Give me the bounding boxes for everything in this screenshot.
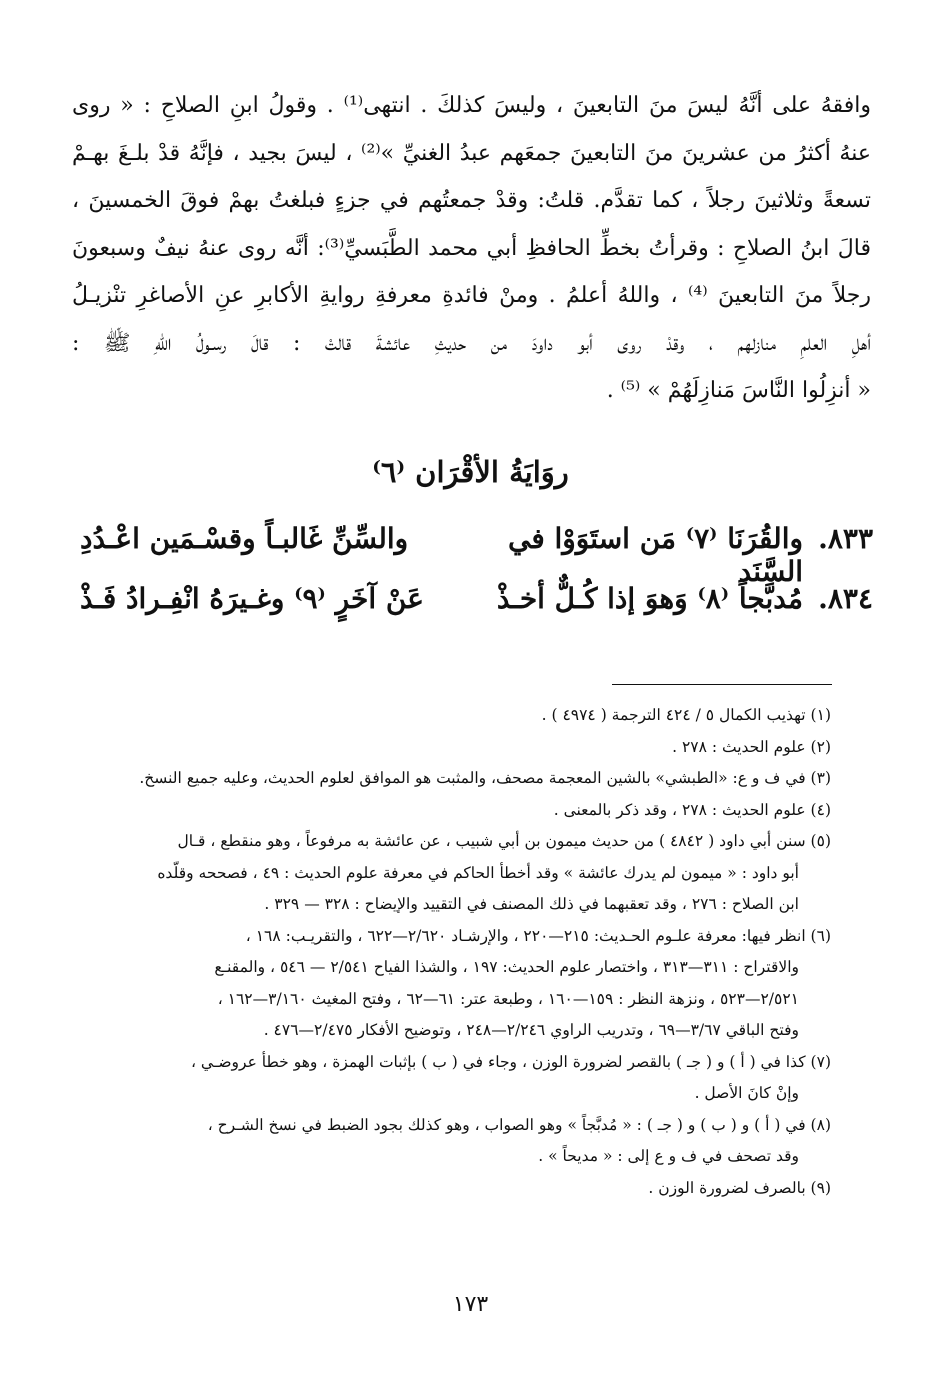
footnote-line: ٢/٥٢١—٥٢٣ ، ونزهة النظر : ١٥٩—١٦٠ ، وطبعة عتر: ٦١—٦٢ ، وفتح المغيث ٣/١٦٠—١٦٢ ،	[217, 989, 799, 1008]
footnote-line: (٨) في ( أ ) و ( ب ) و ( جـ ) : « مُدبَّجاً » وهو الصواب ، وهو كذلك بجود الضبط في نسخ الشـرح ،	[207, 1115, 831, 1134]
verse-first-hemistich: مُدبَّجاً ⁽٨⁾ وَهوَ إذا كُـلٌّ أخـذْ	[496, 582, 803, 615]
footnote-5	[70, 826, 831, 921]
footnote-line: (٥) سنن أبي داود ( ٤٨٤٢ ) من حديث ميمون بن أبي شبيب ، عن عائشة به مرفوعاً ، وهو منقطع ، قـال	[177, 832, 831, 850]
footnote-divider	[612, 684, 832, 685]
text-line: أهلِ العلمِ منازلهم ، وقدْ روى أبو داودَ من حديثِ عائشةَ قالتْ : قالَ رسـولُ اللهِ ﷺ :	[72, 330, 872, 356]
footnote-line: والاقتراح : ٣١١—٣١٣ ، واختصار علوم الحديث: ١٩٧ ، والشذا الفياح ٢/٥٤١ — ٥٤٦ ، والمقنـع	[214, 958, 799, 976]
verse-834	[80, 582, 873, 615]
verse-833	[80, 522, 873, 588]
verse-first-hemistich: والقُرَنَا ⁽٧⁾ مَن استَوَوْا في السَّنَد	[508, 522, 803, 588]
footnote-6	[70, 921, 831, 1047]
text-line: « أنزِلُوا النَّاسَ مَنازِلَهُمْ » ⁽⁵⁾ .	[606, 378, 871, 403]
verse-number: ٨٣٣.	[818, 522, 873, 555]
footnote-line: (١) تهذيب الكمال ٥ / ٤٢٤ الترجمة ( ٤٩٧٤ ) .	[541, 706, 831, 724]
footnote-line: (٦) انظر فيها: معرفة علـوم الحـديث: ٢١٥—٢٢٠ ، والإرشـاد ٢/٦٢٠—٦٢٢ ، والتقريـب: ١٦٨ ،	[245, 926, 831, 945]
text-line: رجلاً منَ التابعينَ ⁽⁴⁾ ، واللهُ أعلمُ . ومنْ فائدةِ معرفةِ روايةِ الأكابرِ عنِ الأصاغرِ تنْزيـلُ	[72, 283, 872, 308]
footnote-line: وقد تصحف في ف و ع إلى : « مديحاً » .	[538, 1147, 799, 1165]
verse-number: ٨٣٤.	[818, 582, 873, 615]
footnote-line: (٢) علوم الحديث : ٢٧٨ .	[672, 737, 831, 756]
section-heading: روَايَةُ الأقْرَان ⁽٦⁾	[372, 455, 569, 489]
footnote-line: (٧) كذا في ( أ ) و ( جـ ) بالقصر لضرورة الوزن ، وجاء في ( ب ) بإثبات الهمزة ، وهو خطأ عروضـي ،	[190, 1052, 831, 1071]
text-line: تسعةً وثلاثينَ رجلاً ، كما تقدَّم. قلتُ: وقدْ جمعتُهم في جزءٍ فبلغتُ بهمْ فوقَ الخمسينَ ،	[72, 188, 871, 213]
footnote-line: (٣) في ف و ع: «الطبشي» بالشين المعجمة مصحف، والمثبت هو الموافق لعلوم الحديث، وعليه جميع النسخ.	[139, 769, 831, 787]
footnote-line: وفتح الباقي ٣/٦٧—٦٩ ، وتدريب الراوي ٢/٢٤٦—٢٤٨ ، وتوضيح الأفكار ٢/٤٧٥—٤٧٦ .	[263, 1021, 799, 1039]
footnote-1	[70, 700, 831, 732]
verse-second-hemistich: والسِّنِّ غَالبـاً وقسْـمَين اعْـدُدِ	[80, 522, 409, 555]
footnote-7	[70, 1047, 831, 1110]
footnote-9	[70, 1173, 831, 1205]
footnote-line: (٩) بالصرف لضرورة الوزن .	[648, 1178, 831, 1197]
text-line: وافقهُ على أنَّهُ ليسَ منَ التابعينَ ، وليسَ كذلكَ . انتهى⁽¹⁾ . وقولُ ابنِ الصلاحِ : « روى	[72, 93, 871, 118]
page-number: ١٧٣	[452, 1292, 489, 1317]
footnote-8	[70, 1110, 831, 1173]
footnote-4	[70, 795, 831, 827]
footnote-line: وإنْ كانَ الأصل .	[694, 1084, 799, 1102]
footnote-line: ابن الصلاح : ٢٧٦ ، وقد تعقبهما في ذلك المصنف في التقييد والإيضاح : ٣٢٨ — ٣٢٩ .	[264, 895, 799, 913]
verse-second-hemistich: عَنْ آخَرٍ ⁽٩⁾ وغـيرَهُ انْفِـرادُ فَـذْ	[80, 582, 424, 615]
footnote-2	[70, 732, 831, 764]
text-line: قالَ ابنُ الصلاحِ : وقرأتُ بخطِّ الحافظِ أبي محمد الطَّبَسيِّ⁽³⁾: أنَّه روى عنهُ نيفٌ وسبعونَ	[72, 235, 871, 261]
main-text	[72, 82, 871, 415]
footnote-line: (٤) علوم الحديث : ٢٧٨ ، وقد ذكر بالمعنى .	[553, 800, 831, 819]
footnote-3	[70, 763, 831, 795]
footnote-line: أبو داود : « ميمون لم يدرك عائشة » وقد أخطأ الحاكم في معرفة علوم الحديث : ٤٩ ، فصححه وقلّده	[157, 863, 799, 882]
footnotes	[70, 700, 831, 1204]
text-line: عنهُ أكثرُ من عشرينَ منَ التابعينَ جمعَهم عبدُ الغنيِّ »⁽²⁾ ، ليسَ بجيد ، فإنَّهُ قدْ بلـغَ بهـمْ	[72, 140, 871, 166]
